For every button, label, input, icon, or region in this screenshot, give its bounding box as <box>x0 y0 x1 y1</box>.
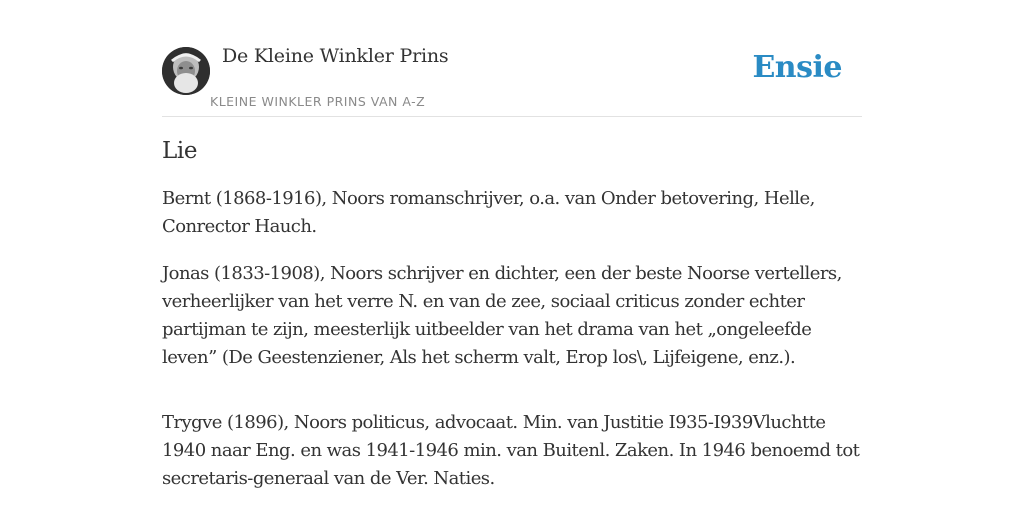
book-title[interactable]: De Kleine Winkler Prins <box>222 45 449 67</box>
book-subtitle[interactable]: KLEINE WINKLER PRINS VAN A-Z <box>210 94 426 109</box>
entry-paragraph: Jonas (1833-1908), Noors schrijver en dichter, een der beste Noorse vertellers, verheerlijker van het verre N. en van de zee, sociaal criticus zonder echter partijman te zijn, meesterlijk uitbeelder van het drama van het „ongeleefde leven” (De Geestenziener, Als het scherm valt, Erop los\, Lijfeigene, enz.). <box>162 263 842 368</box>
entry-paragraph: Trygve (1896), Noors politicus, advocaat. Min. van Justitie I935-I939Vluchtte 1940 naar Eng. en was 1941-1946 min. van Buitenl. Zaken. In 1946 benoemd tot secretaris-generaal van de Ver. Naties. <box>162 412 860 489</box>
entry-content <box>162 138 862 512</box>
brand-logo[interactable]: Ensie <box>752 50 842 85</box>
entry-title: Lie <box>162 138 198 164</box>
header <box>162 0 862 117</box>
entry-text <box>162 185 862 493</box>
author-portrait-icon[interactable] <box>162 47 210 95</box>
entry-paragraph: Bernt (1868-1916), Noors romanschrijver, o.a. van Onder betovering, Helle, Conrector Hauch. <box>162 188 815 237</box>
